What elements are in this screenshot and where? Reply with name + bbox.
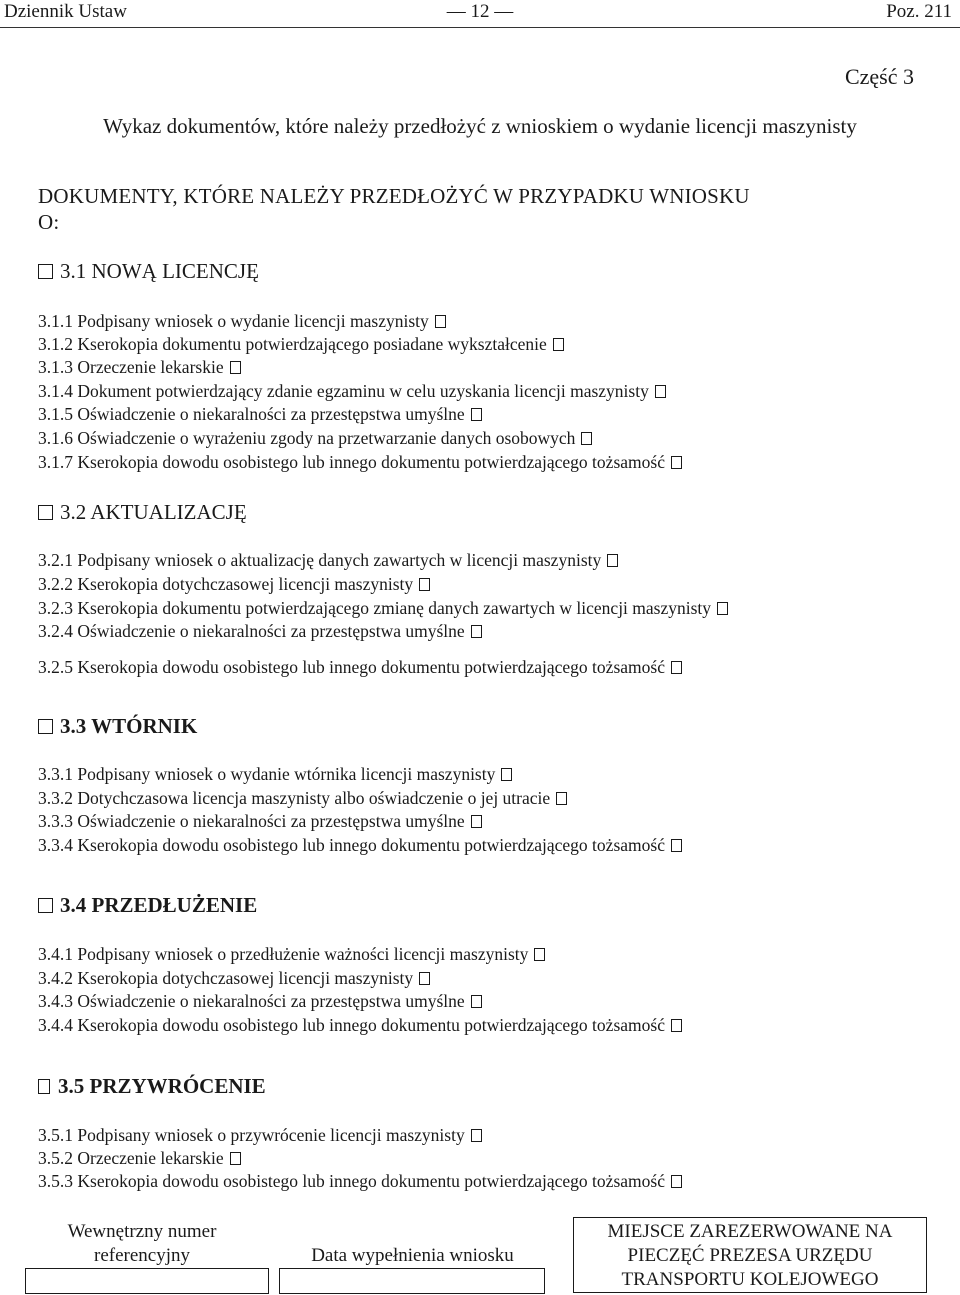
item-checkbox[interactable] bbox=[419, 972, 430, 985]
section-restoration[interactable] bbox=[38, 1074, 266, 1098]
documents-heading: DOKUMENTY, KTÓRE NALEŻY PRZEDŁOŻYĆ W PRZYPADKU WNIOSKU O: bbox=[38, 184, 750, 234]
section-title: 3.1 NOWĄ LICENCJĘ bbox=[60, 259, 259, 283]
item-checkbox[interactable] bbox=[230, 1152, 241, 1165]
list-item: 3.2.1 Podpisany wniosek o aktualizację danych zawartych w licencji maszynisty bbox=[38, 549, 618, 571]
section-title: 3.3 WTÓRNIK bbox=[60, 714, 198, 738]
section-duplicate[interactable] bbox=[38, 714, 197, 738]
list-item: 3.1.3 Orzeczenie lekarskie bbox=[38, 356, 241, 378]
list-item: 3.1.2 Kserokopia dokumentu potwierdzającego posiadane wykształcenie bbox=[38, 333, 564, 355]
list-item: 3.4.4 Kserokopia dowodu osobistego lub innego dokumentu potwierdzającego tożsamość bbox=[38, 1014, 682, 1036]
stamp-line: TRANSPORTU KOLEJOWEGO bbox=[621, 1269, 879, 1290]
stamp-line: PIECZĘĆ PREZESA URZĘDU bbox=[627, 1245, 873, 1266]
item-checkbox[interactable] bbox=[717, 602, 728, 615]
item-checkbox[interactable] bbox=[230, 361, 241, 374]
journal-name: Dziennik Ustaw bbox=[4, 1, 127, 22]
item-checkbox[interactable] bbox=[534, 948, 545, 961]
list-item: 3.4.2 Kserokopia dotychczasowej licencji maszynisty bbox=[38, 967, 430, 989]
item-checkbox[interactable] bbox=[435, 315, 446, 328]
section-new-license[interactable] bbox=[38, 259, 259, 283]
list-item: 3.1.5 Oświadczenie o niekaralności za przestępstwa umyślne bbox=[38, 403, 482, 425]
stamp-area bbox=[573, 1217, 927, 1293]
position-number: Poz. 211 bbox=[886, 1, 952, 22]
list-item: 3.1.6 Oświadczenie o wyrażeniu zgody na przetwarzanie danych osobowych bbox=[38, 427, 592, 449]
item-checkbox[interactable] bbox=[671, 1019, 682, 1032]
checkbox-new-license[interactable] bbox=[38, 264, 53, 279]
section-title: 3.2 AKTUALIZACJĘ bbox=[60, 500, 247, 524]
page-number: — 12 — bbox=[446, 1, 514, 22]
list-item: 3.3.3 Oświadczenie o niekaralności za przestępstwa umyślne bbox=[38, 810, 482, 832]
list-item: 3.2.3 Kserokopia dokumentu potwierdzającego zmianę danych zawartych w licencji maszynisty bbox=[38, 597, 728, 619]
list-item: 3.2.2 Kserokopia dotychczasowej licencji maszynisty bbox=[38, 573, 430, 595]
item-checkbox[interactable] bbox=[419, 578, 430, 591]
list-item: 3.3.2 Dotychczasowa licencja maszynisty albo oświadczenie o jej utracie bbox=[38, 787, 567, 809]
item-checkbox[interactable] bbox=[471, 1129, 482, 1142]
section-title: 3.4 PRZEDŁUŻENIE bbox=[60, 893, 258, 917]
item-checkbox[interactable] bbox=[471, 995, 482, 1008]
item-checkbox[interactable] bbox=[671, 839, 682, 852]
item-checkbox[interactable] bbox=[501, 768, 512, 781]
checkbox-duplicate[interactable] bbox=[38, 719, 53, 734]
header-rule bbox=[0, 27, 960, 28]
list-item: 3.4.3 Oświadczenie o niekaralności za przestępstwa umyślne bbox=[38, 990, 482, 1012]
date-label: Data wypełnienia wniosku bbox=[311, 1245, 514, 1266]
date-field[interactable] bbox=[279, 1268, 545, 1294]
item-checkbox[interactable] bbox=[581, 432, 592, 445]
section-extension[interactable] bbox=[38, 893, 257, 917]
item-checkbox[interactable] bbox=[556, 792, 567, 805]
list-item: 3.5.1 Podpisany wniosek o przywrócenie licencji maszynisty bbox=[38, 1124, 482, 1146]
list-item: 3.2.5 Kserokopia dowodu osobistego lub innego dokumentu potwierdzającego tożsamość bbox=[38, 656, 682, 678]
list-item: 3.1.4 Dokument potwierdzający zdanie egzaminu w celu uzyskania licencji maszynisty bbox=[38, 380, 666, 402]
checkbox-extension[interactable] bbox=[38, 898, 53, 913]
item-checkbox[interactable] bbox=[655, 385, 666, 398]
checkbox-update[interactable] bbox=[38, 505, 53, 520]
list-item: 3.3.1 Podpisany wniosek o wydanie wtórnika licencji maszynisty bbox=[38, 763, 512, 785]
item-checkbox[interactable] bbox=[553, 338, 564, 351]
part-label: Część 3 bbox=[844, 64, 914, 89]
list-item: 3.3.4 Kserokopia dowodu osobistego lub innego dokumentu potwierdzającego tożsamość bbox=[38, 834, 682, 856]
item-checkbox[interactable] bbox=[471, 815, 482, 828]
document-title: Wykaz dokumentów, które należy przedłożyć z wnioskiem o wydanie licencji maszynisty bbox=[103, 114, 857, 138]
section-title: 3.5 PRZYWRÓCENIE bbox=[58, 1074, 266, 1098]
reference-number-label: Wewnętrzny numer referencyjny bbox=[67, 1221, 217, 1266]
stamp-line: MIEJSCE ZAREZERWOWANE NA bbox=[607, 1221, 893, 1242]
list-item: 3.1.1 Podpisany wniosek o wydanie licencji maszynisty bbox=[38, 310, 446, 332]
list-item: 3.5.2 Orzeczenie lekarskie bbox=[38, 1147, 241, 1169]
checkbox-restoration[interactable] bbox=[38, 1079, 50, 1094]
list-item: 3.1.7 Kserokopia dowodu osobistego lub innego dokumentu potwierdzającego tożsamość bbox=[38, 451, 682, 473]
item-checkbox[interactable] bbox=[671, 1175, 682, 1188]
reference-number-field[interactable] bbox=[25, 1268, 269, 1294]
item-checkbox[interactable] bbox=[671, 456, 682, 469]
item-checkbox[interactable] bbox=[471, 625, 482, 638]
list-item: 3.2.4 Oświadczenie o niekaralności za przestępstwa umyślne bbox=[38, 620, 482, 642]
section-update[interactable] bbox=[38, 500, 247, 524]
list-item: 3.5.3 Kserokopia dowodu osobistego lub innego dokumentu potwierdzającego tożsamość bbox=[38, 1170, 682, 1192]
list-item: 3.4.1 Podpisany wniosek o przedłużenie ważności licencji maszynisty bbox=[38, 943, 545, 965]
item-checkbox[interactable] bbox=[671, 661, 682, 674]
item-checkbox[interactable] bbox=[471, 408, 482, 421]
item-checkbox[interactable] bbox=[607, 554, 618, 567]
